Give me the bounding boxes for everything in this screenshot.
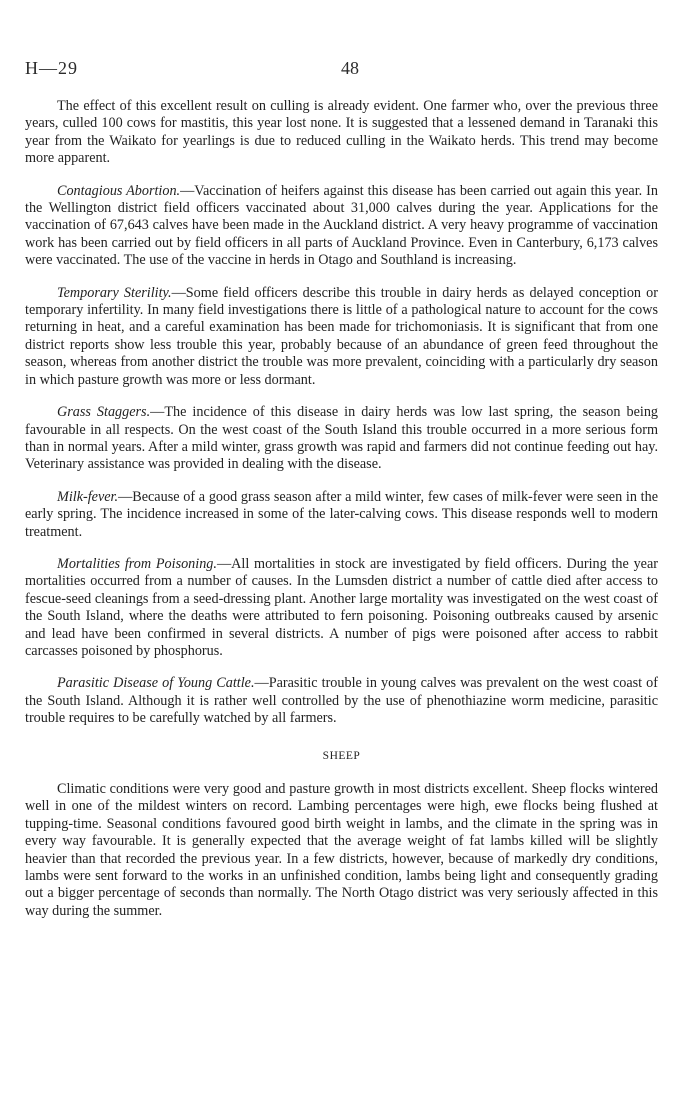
paragraph-milk-fever [25,489,658,541]
paragraph-text: The effect of this excellent result on culling is already evident. One farmer who, over the previous three years, culled 100 cows for mastitis, this year lost none. It is suggested that a lessened demand in Taranaki this year from the Waikato for yearlings is due to reduced culling in the Waikato herds. This trend may become more apparent. [25,98,658,167]
paragraph-text: —All mortalities in stock are investigated by field officers. During the year mortalities occurred from a number of causes. In the Lumsden district a number of cattle died after access to fescue-seed cleanings from a seed-dressing plant. Another large mortality was investigated on the west coast of the South Island, where the deaths were attributed to fern poisoning. Poisoning outbreaks caused by arsenic and lead have been confirmed in several districts. A number of pigs were poisoned after access to rabbit carcasses poisoned by phosphorus. [25,555,658,659]
paragraph-text: Climatic conditions were very good and pasture growth in most districts excellent. Sheep flocks wintered well in one of the mildest winters on record. Lambing percentages were high, ewe flocks being flushed at tupping-time. Seasonal conditions favoured good birth weight in lambs, and the climate in the spring was in every way favourable. It is generally expected that the average weight of fat lambs killed will be slightly heavier than that recorded the previous year. In a few districts, however, because of markedly dry conditions, lambs were sent forward to the works in an unfinished condition, lambs being light and consequently grading out a bigger percentage of seconds than normally. The North Otago district was very seriously affected in this way during the summer. [25,781,658,919]
paragraph-grass-staggers [25,404,658,474]
paragraph-heading: Parasitic Disease of Young Cattle. [57,675,255,692]
document-body [25,98,658,935]
paragraph-culling [25,98,658,168]
report-reference: H—29 [25,58,78,78]
paragraph-heading: Temporary Sterility. [57,284,172,301]
paragraph-parasitic-disease [25,675,658,727]
paragraph-heading: Milk-fever. [57,488,119,505]
paragraph-text: —Some field officers describe this trouble in dairy herds as delayed conception or temporary infertility. In many field investigations there is little of a pathological nature to account for the cows returning in heat, and a careful examination has been made for trichomoniasis. It is significant that from one district reports show less trouble this year, probably because of an abundance of green feed throughout the season, whereas from another district the trouble was more prevalent, coinciding with a particularly dry season in which pasture growth was more or less dormant. [25,284,659,388]
paragraph-text: —Because of a good grass season after a mild winter, few cases of milk-fever were seen in the early spring. The incidence increased in some of the later-calving cows. This disease responds well to modern treatment. [25,488,658,540]
section-title-sheep: SHEEP [322,749,361,762]
paragraph-heading: Contagious Abortion. [57,182,181,199]
paragraph-contagious-abortion [25,183,658,270]
paragraph-sheep [25,781,658,920]
paragraph-heading: Mortalities from Poisoning. [57,555,217,572]
paragraph-mortalities-poisoning [25,556,658,660]
paragraph-heading: Grass Staggers. [57,404,151,421]
page-header [25,58,675,82]
page-number: 48 [341,58,359,78]
paragraph-text: —Vaccination of heifers against this disease has been carried out again this year. In the Wellington district field officers vaccinated about 31,000 calves during the year. Applications for the vaccination of 67,643 calves have been made in the Auckland district. A very heavy programme of vaccination work has been carried out by field officers in all parts of Auckland Province. Even in Canterbury, 6,173 calves were vaccinated. The use of the vaccine in herds in Otago and Southland is increasing. [25,182,658,269]
paragraph-text: —Parasitic trouble in young calves was prevalent on the west coast of the South Island. Although it is rather well controlled by the use of phenothiazine worm medicine, parasitic trouble requires to be carefully watched by all farmers. [25,675,658,727]
paragraph-temporary-sterility [25,285,658,389]
paragraph-text: —The incidence of this disease in dairy herds was low last spring, the season being favourable in all respects. On the west coast of the South Island this trouble occurred in a more serious form than in normal years. After a mild winter, grass growth was rapid and farmers did not continue feeding out hay. Veterinary assistance was provided in dealing with the disease. [25,404,659,473]
